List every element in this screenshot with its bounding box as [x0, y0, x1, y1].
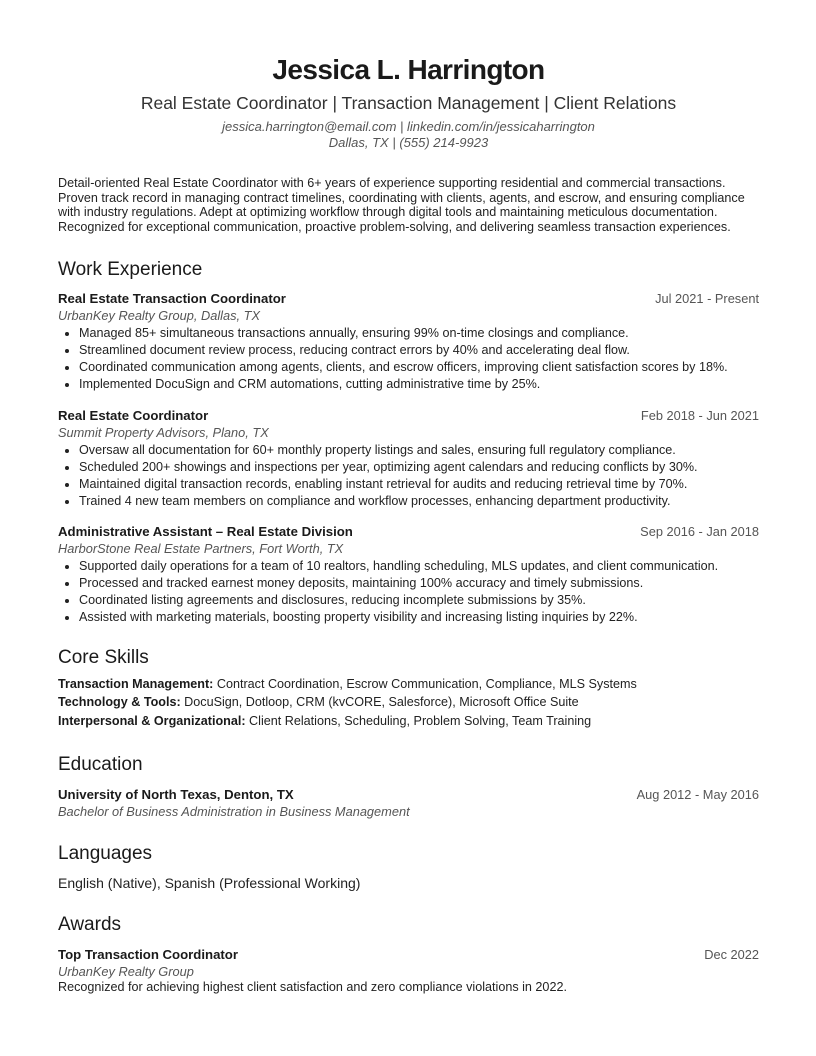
job-bullet: • Scheduled 200+ showings and inspections per year, optimizing agent calendars and reducing conflicts by 30%. — [79, 460, 759, 474]
job-entry — [58, 407, 759, 508]
school-name: University of North Texas, Denton, TX — [58, 787, 294, 803]
contact-line-email-linkedin: jessica.harrington@email.com | linkedin.com/in/jessicaharrington — [222, 119, 595, 134]
job-title: Real Estate Coordinator — [58, 407, 209, 423]
job-bullets — [58, 559, 759, 624]
job-bullet: • Oversaw all documentation for 60+ monthly property listings and sales, ensuring full regulatory compliance. — [79, 443, 759, 457]
resume-page — [58, 52, 759, 995]
skill-category: Transaction Management: — [58, 676, 214, 691]
job-bullets — [58, 443, 759, 508]
candidate-name: Jessica L. Harrington — [272, 54, 545, 85]
award-organization: UrbanKey Realty Group — [58, 964, 194, 980]
awards-section — [58, 913, 759, 995]
job-bullets — [58, 326, 759, 391]
job-company: Summit Property Advisors, Plano, TX — [58, 424, 269, 440]
job-bullet: • Managed 85+ simultaneous transactions annually, ensuring 99% on-time closings and compliance. — [79, 326, 759, 340]
job-bullet: • Maintained digital transaction records, enabling instant retrieval for audits and reducing retrieval time by 70%. — [79, 477, 759, 491]
job-bullet: • Assisted with marketing materials, boosting property visibility and increasing listing inquiries by 22%. — [79, 610, 759, 624]
job-bullet: • Processed and tracked earnest money deposits, maintaining 100% accuracy and timely submissions. — [79, 576, 759, 590]
professional-summary: Detail-oriented Real Estate Coordinator with 6+ years of experience supporting residential and commercial transactions. Proven track record in managing contract timelines, coordinating with clients, agents, and escrow, and ensuring compliance with industry regulations. Adept at optimizing workflow through digital tools and maintaining meticulous documentation. Recognized for exceptional communication, proactive problem-solving, and delivering seamless transaction experiences. — [58, 176, 745, 234]
job-entry — [58, 290, 759, 391]
skills-list — [58, 675, 759, 731]
job-dates: Sep 2016 - Jan 2018 — [640, 524, 759, 540]
languages-text: English (Native), Spanish (Professional Working) — [58, 875, 361, 892]
award-entry — [58, 946, 759, 995]
skill-items: DocuSign, Dotloop, CRM (kvCORE, Salesforce), Microsoft Office Suite — [184, 695, 579, 710]
section-title-education: Education — [58, 754, 143, 776]
core-skills-section — [58, 646, 759, 731]
job-title: Administrative Assistant – Real Estate Division — [58, 524, 353, 540]
award-date: Dec 2022 — [704, 947, 759, 963]
contact-line-location-phone: Dallas, TX | (555) 214-9923 — [328, 135, 489, 150]
job-bullet: • Implemented DocuSign and CRM automations, cutting administrative time by 25%. — [79, 377, 759, 391]
job-bullet: • Trained 4 new team members on compliance and workflow processes, enhancing department productivity. — [79, 494, 759, 508]
skill-category: Interpersonal & Organizational: — [58, 713, 246, 728]
languages-section — [58, 842, 759, 892]
award-name: Top Transaction Coordinator — [58, 947, 238, 963]
skill-row — [58, 712, 759, 731]
job-bullet: • Supported daily operations for a team of 10 realtors, handling scheduling, MLS updates, and client communication. — [79, 559, 759, 573]
degree: Bachelor of Business Administration in Business Management — [58, 804, 410, 820]
skill-items: Client Relations, Scheduling, Problem Solving, Team Training — [249, 713, 592, 728]
education-section — [58, 753, 759, 820]
skill-row — [58, 693, 759, 712]
headline: Real Estate Coordinator | Transaction Management | Client Relations — [140, 93, 677, 113]
job-bullet: • Coordinated listing agreements and disclosures, reducing incomplete submissions by 35%. — [79, 593, 759, 607]
skill-category: Technology & Tools: — [58, 695, 181, 710]
job-company: UrbanKey Realty Group, Dallas, TX — [58, 308, 260, 324]
job-bullet: • Coordinated communication among agents, clients, and escrow officers, improving client satisfaction scores by 18%. — [79, 360, 759, 374]
work-experience-section — [58, 258, 759, 624]
job-title: Real Estate Transaction Coordinator — [58, 291, 286, 307]
section-title-skills: Core Skills — [58, 646, 149, 668]
job-dates: Jul 2021 - Present — [655, 291, 759, 307]
education-dates: Aug 2012 - May 2016 — [636, 787, 759, 803]
section-title-languages: Languages — [58, 843, 153, 865]
skill-row — [58, 675, 759, 694]
award-description: Recognized for achieving highest client satisfaction and zero compliance violations in 2022. — [58, 980, 567, 995]
job-entry — [58, 523, 759, 624]
job-bullet: • Streamlined document review process, reducing contract errors by 40% and accelerating deal flow. — [79, 343, 759, 357]
education-entry — [58, 786, 759, 820]
job-company: HarborStone Real Estate Partners, Fort Worth, TX — [58, 541, 344, 557]
contact-info — [58, 119, 759, 151]
section-title-work: Work Experience — [58, 259, 203, 281]
job-dates: Feb 2018 - Jun 2021 — [640, 407, 759, 423]
section-title-awards: Awards — [58, 914, 122, 936]
skill-items: Contract Coordination, Escrow Communication, Compliance, MLS Systems — [216, 676, 637, 691]
